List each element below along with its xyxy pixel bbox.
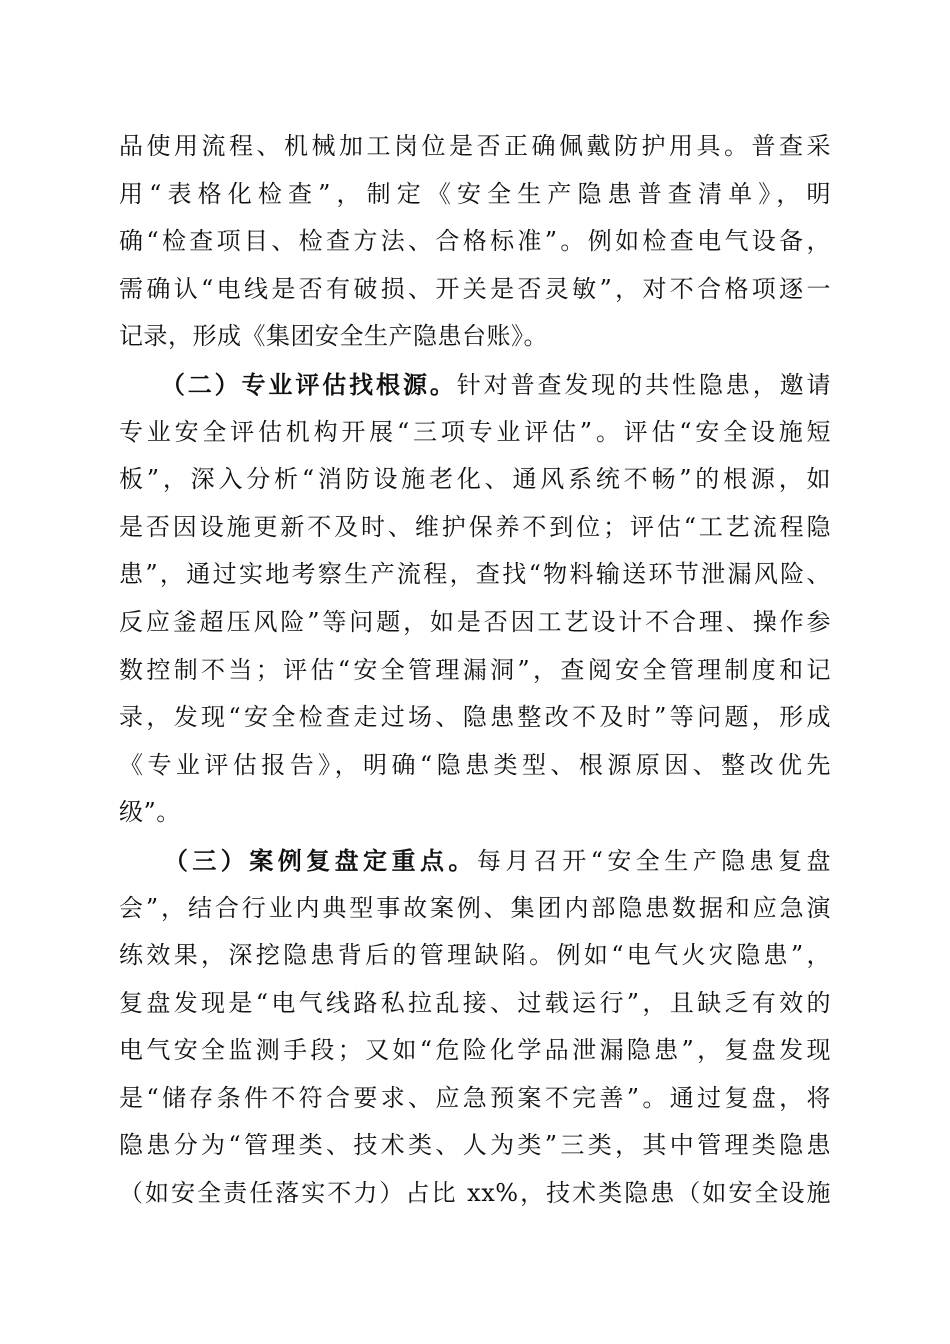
paragraph-2-line-6: 反应釜超压风险”等问题，如是否因工艺设计不合理、操作参 [119,607,831,636]
document-body [119,123,831,1218]
paragraph-2-line-10: 级”。 [119,798,181,827]
paragraph-1-line-3: 确“检查项目、检查方法、合格标准”。例如检查电气设备， [119,227,831,256]
paragraph-2-line-4: 是否因设施更新不及时、维护保养不到位；评估“工艺流程隐 [119,512,831,541]
paragraph-1-line-5: 记录，形成《集团安全生产隐患台账》。 [119,322,548,351]
paragraph-2-first-line-text: 针对普查发现的共性隐患，邀请 [456,370,832,399]
paragraph-2-heading: （二）专业评估找根源。 [172,369,457,399]
paragraph-3-line-2: 会”，结合行业内典型事故案例、集团内部隐患数据和应急演 [119,893,831,922]
paragraph-3-line-3: 练效果，深挖隐患背后的管理缺陷。例如“电气火灾隐患”， [119,941,831,970]
paragraph-3-heading: （三）案例复盘定重点。 [175,845,477,875]
paragraph-3-line-5: 电气安全监测手段；又如“危险化学品泄漏隐患”，复盘发现 [119,1036,831,1065]
paragraph-3-line-4: 复盘发现是“电气线路私拉乱接、过载运行”，且缺乏有效的 [119,988,831,1017]
paragraph-2-line-2: 专业安全评估机构开展“三项专业评估”。评估“安全设施短 [119,417,831,446]
paragraph-2-first-line [119,361,831,409]
paragraph-1-line-1: 品使用流程、机械加工岗位是否正确佩戴防护用具。普查采 [119,132,831,160]
paragraph-2-line-8: 录，发现“安全检查走过场、隐患整改不及时”等问题，形成 [119,703,831,732]
paragraph-3-first-line [119,837,831,885]
paragraph-2-line-7: 数控制不当；评估“安全管理漏洞”，查阅安全管理制度和记 [119,655,831,684]
paragraph-2-line-9: 《专业评估报告》，明确“隐患类型、根源原因、整改优先 [119,750,831,779]
paragraph-3-line-6: 是“储存条件不符合要求、应急预案不完善”。通过复盘，将 [119,1083,831,1112]
paragraph-1-line-4: 需确认“电线是否有破损、开关是否灵敏”，对不合格项逐一 [119,274,831,303]
paragraph-3-line-7: 隐患分为“管理类、技术类、人为类”三类，其中管理类隐患 [119,1131,831,1160]
paragraph-3-first-line-text: 每月召开“安全生产隐患复盘 [476,846,831,875]
paragraph-3-line-8: （如安全责任落实不力）占比 xx%，技术类隐患（如安全设施 [119,1179,831,1208]
paragraph-1-line-2: 用“表格化检查”，制定《安全生产隐患普查清单》，明 [119,179,831,208]
paragraph-2-line-5: 患”，通过实地考察生产流程，查找“物料输送环节泄漏风险、 [119,560,831,589]
paragraph-2-line-3: 板”，深入分析“消防设施老化、通风系统不畅”的根源，如 [119,465,831,494]
